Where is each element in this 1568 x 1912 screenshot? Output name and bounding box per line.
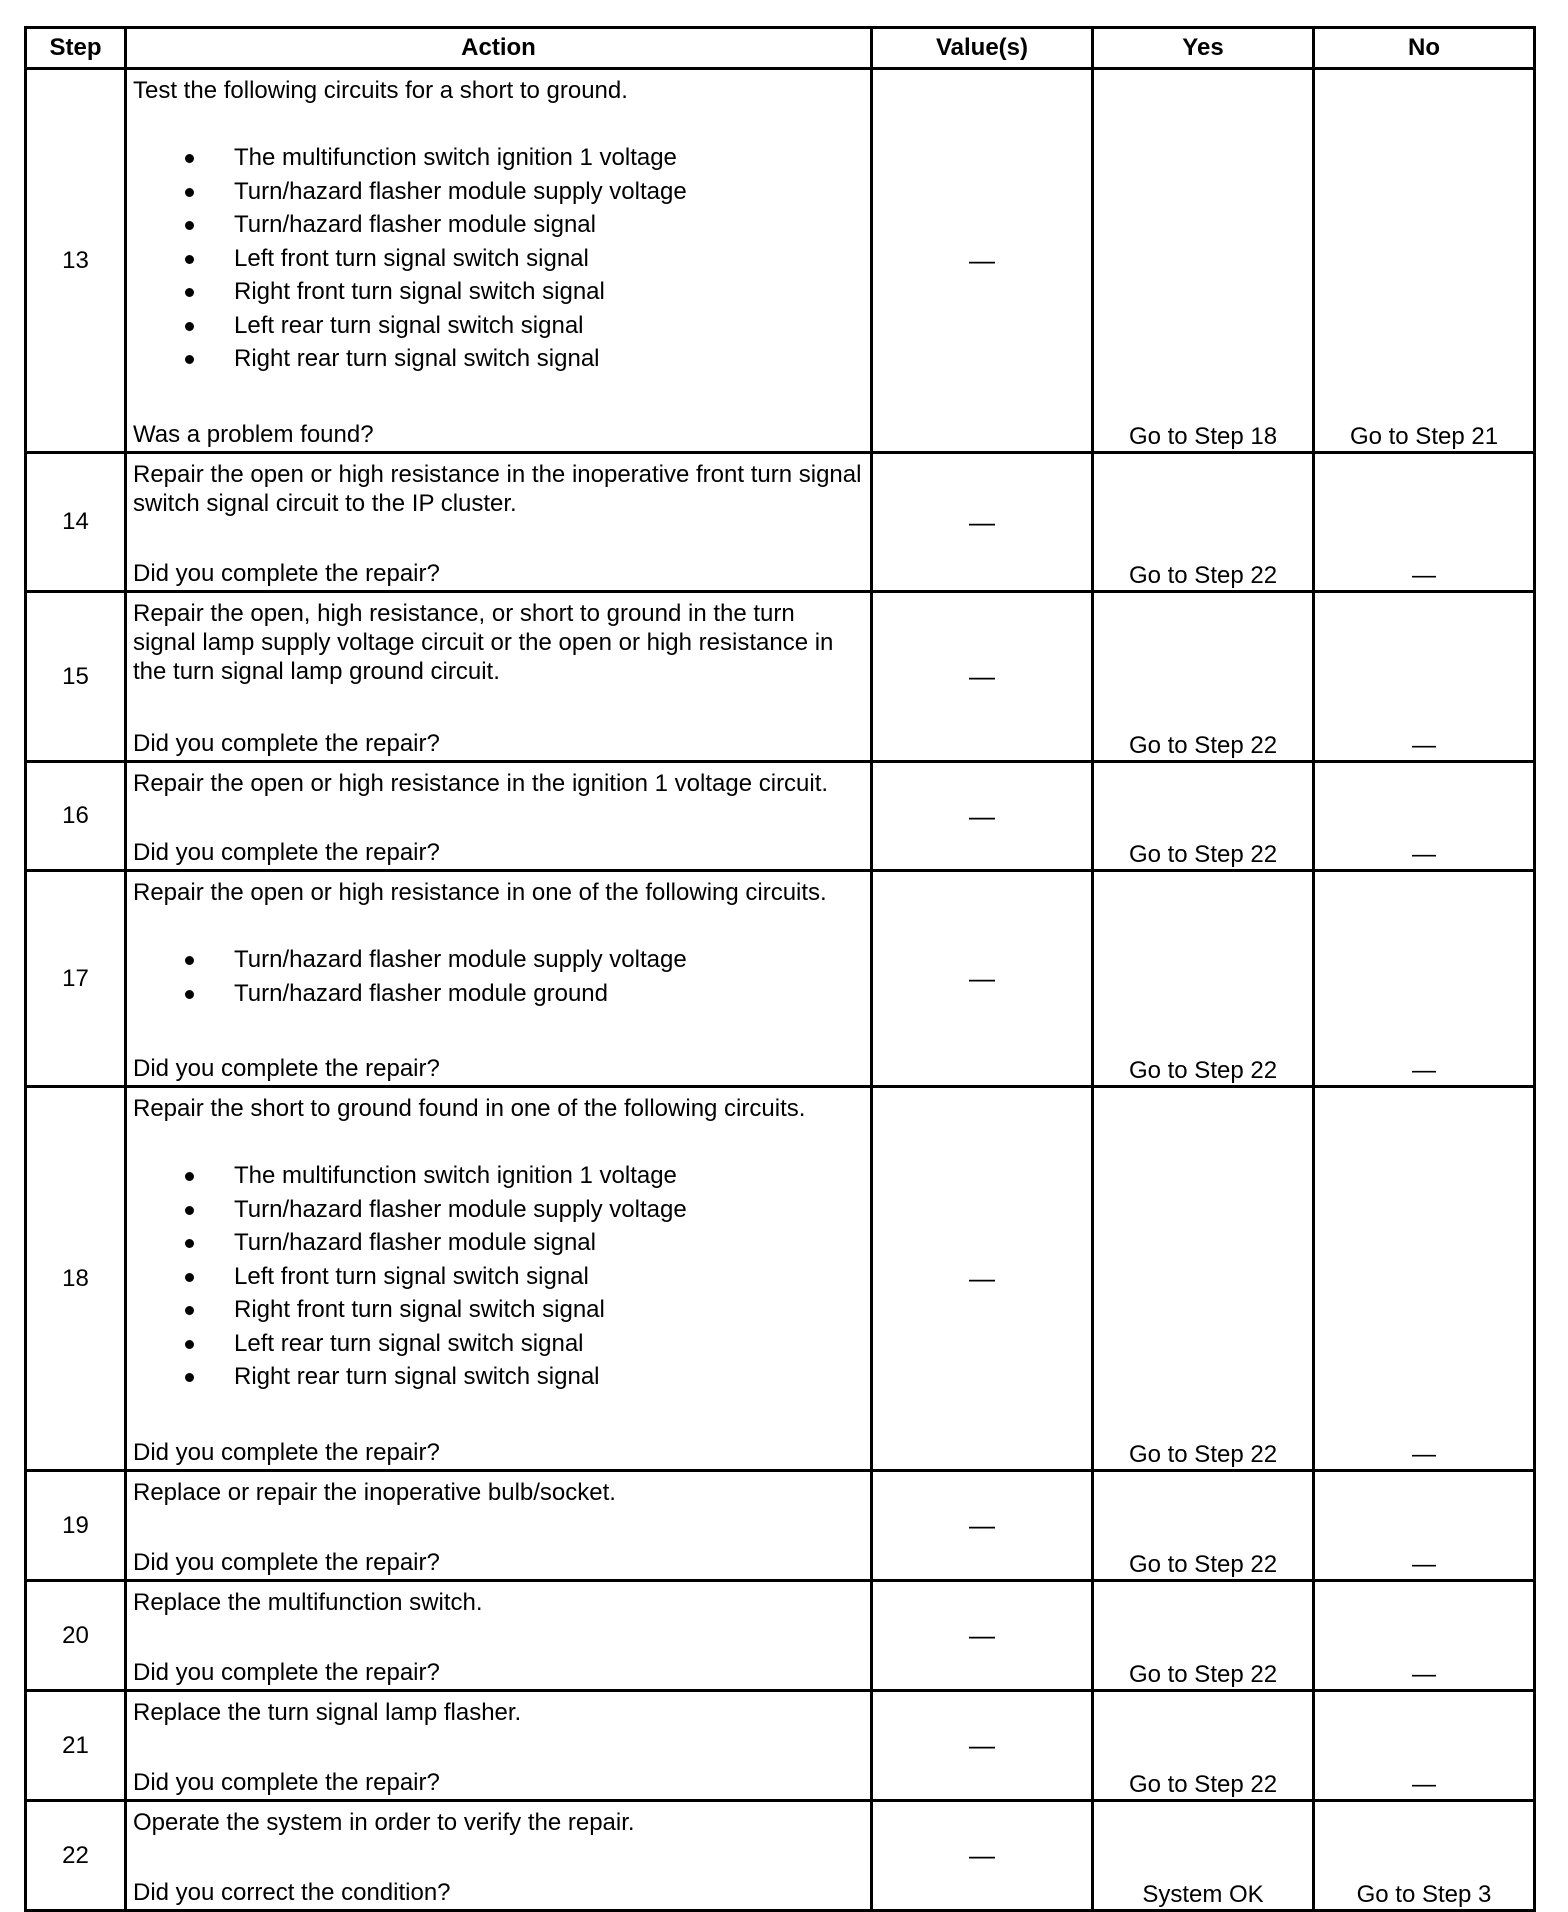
circuit-name: Turn/hazard flasher module signal — [234, 1229, 596, 1256]
table-row — [26, 1471, 1535, 1581]
header-step: Step — [26, 28, 126, 69]
value-cell: — — [872, 1691, 1093, 1801]
circuit-name: Left rear turn signal switch signal — [234, 1329, 584, 1357]
step-number: 13 — [26, 69, 126, 453]
list-item — [133, 1293, 864, 1327]
header-values: Value(s) — [872, 28, 1093, 69]
list-item — [133, 1193, 864, 1227]
value-cell: — — [872, 1801, 1093, 1911]
action-question: Did you complete the repair? — [133, 839, 440, 866]
circuit-name: The multifunction switch ignition 1 voltage — [234, 1162, 677, 1189]
circuit-name: Turn/hazard flasher module supply voltage — [234, 177, 687, 205]
circuit-name: Right rear turn signal switch signal — [234, 1363, 600, 1390]
yes-result: Go to Step 22 — [1093, 1471, 1314, 1581]
action-instruction: Repair the open or high resistance in the inoperative front turn signal switch signal circuit to the IP cluster. — [133, 461, 862, 517]
bullet-icon — [185, 322, 194, 331]
table-row — [26, 871, 1535, 1087]
list-item — [133, 309, 864, 343]
yes-result: Go to Step 22 — [1093, 592, 1314, 762]
no-result: — — [1314, 453, 1535, 592]
no-result: — — [1314, 1581, 1535, 1691]
step-number: 14 — [26, 453, 126, 592]
action-question: Did you complete the repair? — [133, 1439, 440, 1466]
no-result: — — [1314, 1471, 1535, 1581]
circuit-name: Right rear turn signal switch signal — [234, 345, 600, 372]
no-result: — — [1314, 1087, 1535, 1471]
bullet-icon — [185, 1340, 194, 1349]
list-item — [133, 943, 864, 977]
bullet-icon — [185, 1172, 194, 1181]
step-number: 22 — [26, 1801, 126, 1911]
table-row — [26, 69, 1535, 453]
yes-result: Go to Step 22 — [1093, 871, 1314, 1087]
step-number: 19 — [26, 1471, 126, 1581]
list-item — [133, 175, 864, 209]
header-row — [26, 28, 1535, 69]
circuit-name: Right front turn signal switch signal — [234, 1296, 605, 1323]
diagnostic-table — [24, 26, 1536, 1912]
value-cell: — — [872, 592, 1093, 762]
action-instruction: Operate the system in order to verify the repair. — [133, 1809, 635, 1836]
table-row — [26, 1581, 1535, 1691]
no-result: Go to Step 3 — [1314, 1801, 1535, 1911]
value-cell: — — [872, 1581, 1093, 1691]
action-cell — [126, 1691, 872, 1801]
table-row — [26, 1801, 1535, 1911]
circuit-name: Right front turn signal switch signal — [234, 278, 605, 305]
table-row — [26, 453, 1535, 592]
no-result: Go to Step 21 — [1314, 69, 1535, 453]
yes-result: Go to Step 22 — [1093, 453, 1314, 592]
step-number: 17 — [26, 871, 126, 1087]
bullet-icon — [185, 1373, 194, 1382]
no-result: — — [1314, 762, 1535, 871]
action-question: Did you complete the repair? — [133, 730, 440, 757]
circuit-name: Turn/hazard flasher module supply voltage — [234, 1195, 687, 1223]
action-instruction: Repair the open, high resistance, or short to ground in the turn signal lamp supply voltage circuit or the open or high resistance in the turn signal lamp ground circuit. — [133, 600, 834, 685]
step-number: 18 — [26, 1087, 126, 1471]
table-row — [26, 1087, 1535, 1471]
header-yes: Yes — [1093, 28, 1314, 69]
list-item — [133, 1226, 864, 1260]
step-number: 16 — [26, 762, 126, 871]
action-question: Was a problem found? — [133, 421, 374, 448]
bullet-icon — [185, 221, 194, 230]
circuit-name: Left rear turn signal switch signal — [234, 311, 584, 339]
circuit-list — [133, 1159, 864, 1394]
action-cell — [126, 69, 872, 453]
yes-result: Go to Step 18 — [1093, 69, 1314, 453]
list-item — [133, 242, 864, 276]
circuit-name: Left front turn signal switch signal — [234, 244, 589, 272]
action-instruction: Replace the turn signal lamp flasher. — [133, 1699, 522, 1726]
bullet-icon — [185, 188, 194, 197]
action-instruction: Replace the multifunction switch. — [133, 1589, 483, 1616]
action-cell — [126, 592, 872, 762]
step-number: 21 — [26, 1691, 126, 1801]
bullet-icon — [185, 990, 194, 999]
action-cell — [126, 1087, 872, 1471]
value-cell: — — [872, 871, 1093, 1087]
action-cell — [126, 1581, 872, 1691]
action-cell — [126, 453, 872, 592]
step-number: 20 — [26, 1581, 126, 1691]
yes-result: Go to Step 22 — [1093, 1691, 1314, 1801]
yes-result: Go to Step 22 — [1093, 1581, 1314, 1691]
bullet-icon — [185, 1206, 194, 1215]
value-cell: — — [872, 1087, 1093, 1471]
action-question: Did you correct the condition? — [133, 1879, 451, 1906]
circuit-name: Left front turn signal switch signal — [234, 1262, 589, 1290]
list-item — [133, 208, 864, 242]
table-row — [26, 1691, 1535, 1801]
no-result: — — [1314, 592, 1535, 762]
action-instruction: Replace or repair the inoperative bulb/socket. — [133, 1479, 616, 1506]
value-cell: — — [872, 453, 1093, 592]
bullet-icon — [185, 154, 194, 163]
action-question: Did you complete the repair? — [133, 1769, 440, 1796]
circuit-list — [133, 141, 864, 376]
list-item — [133, 977, 864, 1011]
action-instruction: Repair the open or high resistance in the ignition 1 voltage circuit. — [133, 770, 829, 797]
action-cell — [126, 1471, 872, 1581]
header-action: Action — [126, 28, 872, 69]
yes-result: System OK — [1093, 1801, 1314, 1911]
list-item — [133, 342, 864, 376]
action-instruction: Repair the open or high resistance in one of the following circuits. — [133, 879, 827, 906]
list-item — [133, 1260, 864, 1294]
bullet-icon — [185, 288, 194, 297]
value-cell: — — [872, 69, 1093, 453]
action-cell — [126, 871, 872, 1087]
action-question: Did you complete the repair? — [133, 1659, 440, 1686]
yes-result: Go to Step 22 — [1093, 762, 1314, 871]
action-question: Did you complete the repair? — [133, 1549, 440, 1576]
value-cell: — — [872, 762, 1093, 871]
action-instruction: Repair the short to ground found in one of the following circuits. — [133, 1095, 806, 1122]
circuit-name: Turn/hazard flasher module supply voltage — [234, 946, 687, 973]
action-cell — [126, 1801, 872, 1911]
circuit-list — [133, 943, 864, 1010]
bullet-icon — [185, 1273, 194, 1282]
no-result: — — [1314, 1691, 1535, 1801]
action-cell — [126, 762, 872, 871]
list-item — [133, 1159, 864, 1193]
circuit-name: Turn/hazard flasher module signal — [234, 211, 596, 238]
circuit-name: Turn/hazard flasher module ground — [234, 979, 608, 1007]
table-row — [26, 592, 1535, 762]
list-item — [133, 1360, 864, 1394]
yes-result: Go to Step 22 — [1093, 1087, 1314, 1471]
bullet-icon — [185, 1306, 194, 1315]
list-item — [133, 141, 864, 175]
step-number: 15 — [26, 592, 126, 762]
action-instruction: Test the following circuits for a short to ground. — [133, 77, 628, 104]
bullet-icon — [185, 956, 194, 965]
value-cell: — — [872, 1471, 1093, 1581]
bullet-icon — [185, 255, 194, 264]
bullet-icon — [185, 355, 194, 364]
list-item — [133, 1327, 864, 1361]
circuit-name: The multifunction switch ignition 1 voltage — [234, 144, 677, 171]
no-result: — — [1314, 871, 1535, 1087]
table-row — [26, 762, 1535, 871]
list-item — [133, 275, 864, 309]
bullet-icon — [185, 1239, 194, 1248]
action-question: Did you complete the repair? — [133, 1055, 440, 1082]
action-question: Did you complete the repair? — [133, 560, 440, 587]
header-no: No — [1314, 28, 1535, 69]
